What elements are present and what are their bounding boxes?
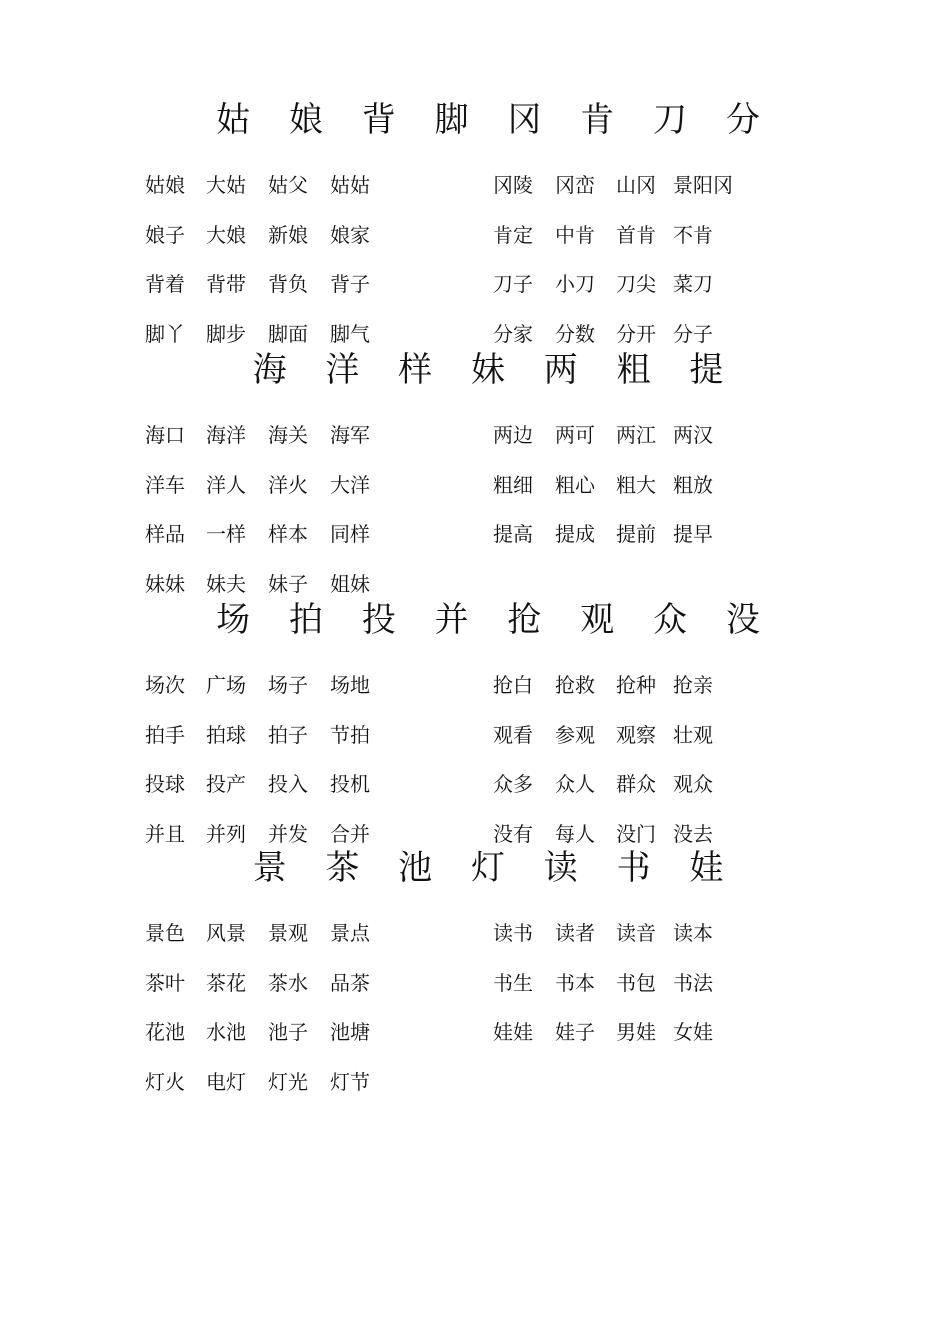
vocabulary-word: 茶叶 (145, 970, 185, 995)
vocabulary-word: 分开 (616, 322, 656, 347)
vocabulary-word: 景阳冈 (673, 173, 733, 197)
vocabulary-word: 书生 (493, 970, 533, 995)
section-title: 姑 娘 背 脚 冈 肯 刀 分 (216, 100, 774, 140)
vocabulary-word: 灯火 (145, 1070, 185, 1095)
word-row-right (0, 319, 950, 349)
section-title: 海 洋 样 妹 两 粗 提 (252, 350, 738, 390)
vocabulary-word: 粗放 (673, 472, 713, 497)
vocabulary-word: 读音 (616, 921, 656, 945)
vocabulary-word: 抢亲 (673, 673, 713, 697)
vocabulary-word: 场次 (145, 673, 185, 697)
word-row-right (0, 670, 950, 700)
vocabulary-word: 茶花 (206, 970, 246, 995)
vocabulary-word: 大洋 (330, 472, 370, 497)
vocabulary-word: 节拍 (330, 722, 370, 747)
vocabulary-word: 投产 (206, 772, 246, 797)
vocabulary-word: 分子 (673, 322, 713, 347)
vocabulary-word: 并且 (145, 822, 185, 847)
vocabulary-word: 风景 (206, 921, 246, 945)
vocabulary-word: 海口 (145, 423, 185, 447)
vocabulary-word: 洋人 (206, 472, 246, 497)
word-row-right (0, 918, 950, 948)
vocabulary-word: 刀子 (493, 272, 533, 297)
vocabulary-word: 菜刀 (673, 272, 713, 297)
vocabulary-word: 景观 (268, 921, 308, 945)
vocabulary-word: 背负 (268, 272, 308, 297)
vocabulary-word: 脚面 (268, 322, 308, 347)
vocabulary-word: 娃娃 (493, 1020, 533, 1045)
vocabulary-word: 分家 (493, 322, 533, 347)
word-row-right (0, 170, 950, 200)
vocabulary-word: 小刀 (555, 272, 595, 297)
vocabulary-word: 背子 (330, 272, 370, 297)
vocabulary-word: 读书 (493, 921, 533, 945)
word-row-right (0, 269, 950, 299)
word-row-right (0, 470, 950, 500)
vocabulary-word: 姑娘 (145, 173, 185, 197)
word-row-right (0, 720, 950, 750)
word-row-right (0, 769, 950, 799)
vocabulary-word: 首肯 (616, 222, 656, 247)
vocabulary-word: 场地 (330, 673, 370, 697)
vocabulary-word: 姑姑 (330, 173, 370, 197)
vocabulary-word: 抢白 (493, 673, 533, 697)
vocabulary-word: 景点 (330, 921, 370, 945)
vocabulary-word: 抢救 (555, 673, 595, 697)
vocabulary-word: 姑父 (268, 173, 308, 197)
word-row-left (0, 569, 950, 599)
vocabulary-word: 冈陵 (493, 173, 533, 197)
vocabulary-word: 没去 (673, 822, 713, 847)
vocabulary-word: 并列 (206, 822, 246, 847)
section-title: 场 拍 投 并 抢 观 众 没 (216, 600, 774, 640)
vocabulary-word: 冈峦 (555, 173, 595, 197)
vocabulary-word: 投入 (268, 772, 308, 797)
vocabulary-word: 观察 (616, 722, 656, 747)
vocabulary-word: 抢种 (616, 673, 656, 697)
vocabulary-word: 水池 (206, 1020, 246, 1045)
vocabulary-word: 投球 (145, 772, 185, 797)
vocabulary-word: 两边 (493, 423, 533, 447)
section-title: 景 茶 池 灯 读 书 娃 (252, 848, 738, 888)
vocabulary-word: 背带 (206, 272, 246, 297)
vocabulary-word: 灯节 (330, 1070, 370, 1095)
word-row-right (0, 1017, 950, 1047)
vocabulary-word: 妹妹 (145, 572, 185, 597)
vocabulary-word: 大娘 (206, 222, 246, 247)
vocabulary-word: 两可 (555, 423, 595, 447)
vocabulary-word: 品茶 (330, 970, 370, 995)
vocabulary-word: 脚步 (206, 322, 246, 347)
vocabulary-word: 妹子 (268, 572, 308, 597)
vocabulary-word: 读本 (673, 921, 713, 945)
vocabulary-word: 书包 (616, 970, 656, 995)
vocabulary-word: 娘家 (330, 222, 370, 247)
vocabulary-word: 样本 (268, 522, 308, 547)
vocabulary-word: 提高 (493, 522, 533, 547)
word-row-right (0, 420, 950, 450)
vocabulary-word: 电灯 (206, 1070, 246, 1095)
vocabulary-word: 读者 (555, 921, 595, 945)
vocabulary-word: 群众 (616, 772, 656, 797)
vocabulary-word: 壮观 (673, 722, 713, 747)
vocabulary-word: 姐妹 (330, 572, 370, 597)
vocabulary-word: 参观 (555, 722, 595, 747)
vocabulary-word: 广场 (206, 673, 246, 697)
word-row-right (0, 220, 950, 250)
vocabulary-word: 投机 (330, 772, 370, 797)
vocabulary-word: 花池 (145, 1020, 185, 1045)
vocabulary-word: 每人 (555, 822, 595, 847)
vocabulary-word: 样品 (145, 522, 185, 547)
vocabulary-word: 两江 (616, 423, 656, 447)
vocabulary-word: 观看 (493, 722, 533, 747)
vocabulary-word: 脚丫 (145, 322, 185, 347)
vocabulary-word: 粗大 (616, 472, 656, 497)
vocabulary-word: 书本 (555, 970, 595, 995)
vocabulary-word: 海军 (330, 423, 370, 447)
vocabulary-word: 海关 (268, 423, 308, 447)
vocabulary-word: 众多 (493, 772, 533, 797)
vocabulary-word: 肯定 (493, 222, 533, 247)
vocabulary-word: 背着 (145, 272, 185, 297)
vocabulary-word: 一样 (206, 522, 246, 547)
vocabulary-word: 脚气 (330, 322, 370, 347)
vocabulary-word: 拍手 (145, 722, 185, 747)
vocabulary-word: 不肯 (673, 222, 713, 247)
vocabulary-word: 两汉 (673, 423, 713, 447)
vocabulary-word: 新娘 (268, 222, 308, 247)
vocabulary-word: 娃子 (555, 1020, 595, 1045)
vocabulary-word: 妹夫 (206, 572, 246, 597)
vocabulary-word: 提前 (616, 522, 656, 547)
vocabulary-word: 众人 (555, 772, 595, 797)
vocabulary-word: 景色 (145, 921, 185, 945)
vocabulary-word: 书法 (673, 970, 713, 995)
vocabulary-word: 并发 (268, 822, 308, 847)
vocabulary-word: 池子 (268, 1020, 308, 1045)
vocabulary-word: 山冈 (616, 173, 656, 197)
vocabulary-word: 池塘 (330, 1020, 370, 1045)
word-row-right (0, 519, 950, 549)
vocabulary-word: 中肯 (555, 222, 595, 247)
word-row-left (0, 1067, 950, 1097)
vocabulary-word: 刀尖 (616, 272, 656, 297)
vocabulary-word: 茶水 (268, 970, 308, 995)
vocabulary-word: 粗细 (493, 472, 533, 497)
vocabulary-word: 合并 (330, 822, 370, 847)
vocabulary-word: 粗心 (555, 472, 595, 497)
vocabulary-word: 大姑 (206, 173, 246, 197)
vocabulary-word: 海洋 (206, 423, 246, 447)
vocabulary-word: 没门 (616, 822, 656, 847)
vocabulary-word: 场子 (268, 673, 308, 697)
vocabulary-word: 洋车 (145, 472, 185, 497)
vocabulary-word: 同样 (330, 522, 370, 547)
vocabulary-word: 女娃 (673, 1020, 713, 1045)
vocabulary-word: 男娃 (616, 1020, 656, 1045)
vocabulary-word: 没有 (493, 822, 533, 847)
vocabulary-word: 灯光 (268, 1070, 308, 1095)
vocabulary-word: 提早 (673, 522, 713, 547)
vocabulary-word: 分数 (555, 322, 595, 347)
word-row-right (0, 968, 950, 998)
vocabulary-word: 洋火 (268, 472, 308, 497)
word-row-right (0, 819, 950, 849)
vocabulary-word: 娘子 (145, 222, 185, 247)
vocabulary-word: 观众 (673, 772, 713, 797)
vocabulary-word: 拍子 (268, 722, 308, 747)
vocabulary-word: 提成 (555, 522, 595, 547)
vocabulary-word: 拍球 (206, 722, 246, 747)
